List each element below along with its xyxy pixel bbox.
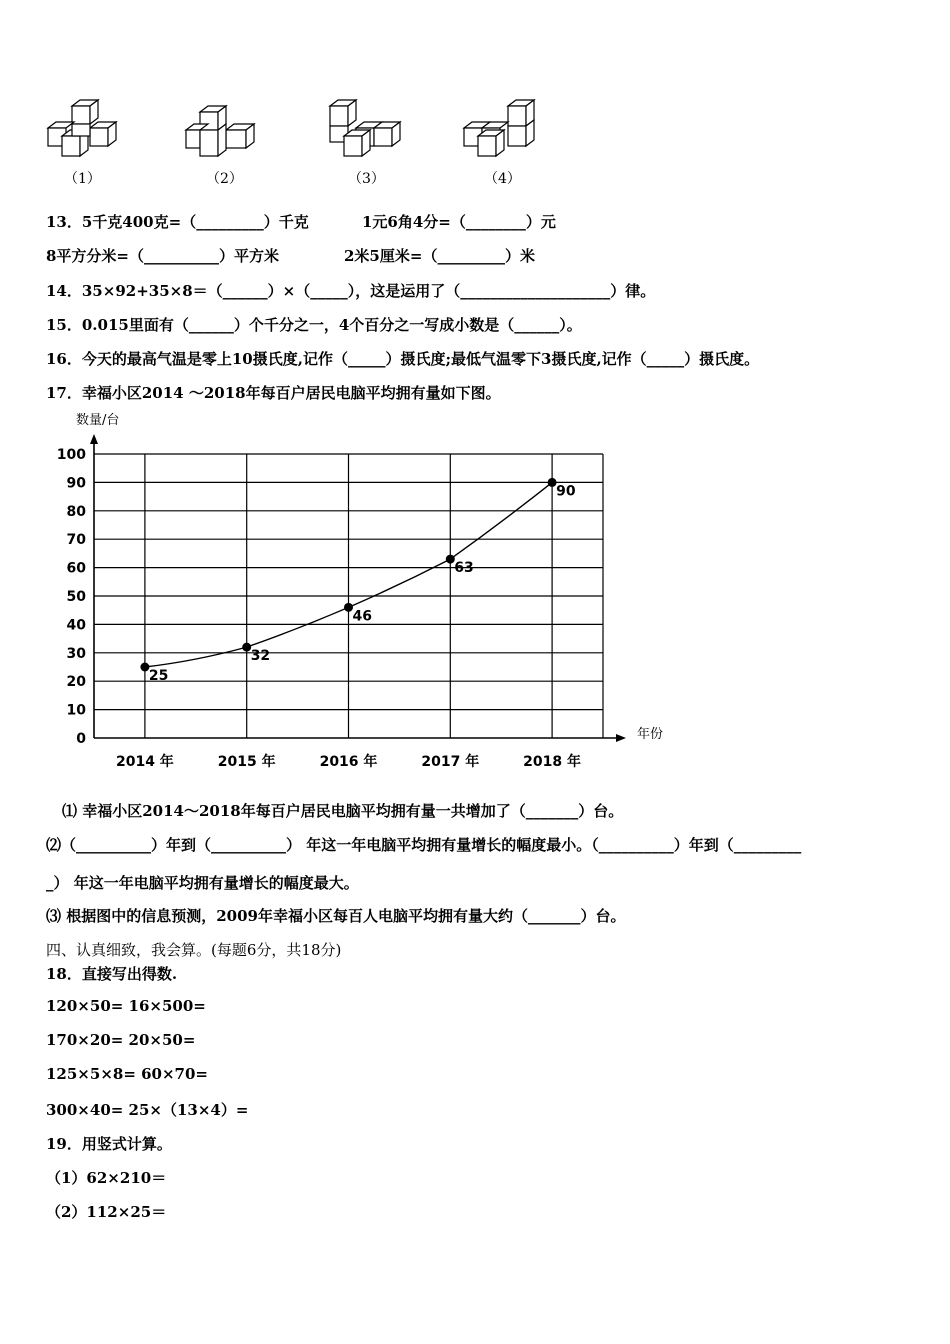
y-tick-label: 100 — [56, 447, 86, 463]
question-18-row-2: 170×20= 20×50= — [46, 1031, 196, 1049]
x-tick-label: 2015 年 — [217, 754, 276, 770]
question-17-1: ⑴ 幸福小区2014～2018年每百户居民电脑平均拥有量一共增加了（_______）台。 — [62, 802, 624, 820]
cube-figure-3 — [326, 96, 408, 166]
y-tick-label: 60 — [66, 560, 86, 577]
question-13-d: 2米5厘米=（_________）米 — [344, 247, 535, 265]
question-18-row-1: 120×50= 16×500= — [46, 997, 206, 1015]
y-tick-label: 30 — [66, 645, 86, 662]
x-tick-label: 2018 年 — [523, 754, 582, 770]
y-tick-label: 40 — [66, 617, 86, 634]
x-axis-arrow — [616, 734, 626, 742]
question-19-1: （1）62×210＝ — [46, 1169, 167, 1187]
x-tick-label: 2017 年 — [421, 754, 480, 770]
question-13-b: 1元6角4分=（________）元 — [362, 213, 556, 231]
figure-caption-1: （1） — [64, 171, 101, 187]
question-19: 19．用竖式计算。 — [46, 1135, 172, 1153]
question-18-row-3: 125×5×8= 60×70= — [46, 1065, 208, 1083]
data-label: 90 — [556, 483, 576, 500]
y-tick-label: 90 — [66, 475, 86, 492]
cube-figure-4 — [460, 96, 542, 166]
data-label: 25 — [148, 668, 169, 684]
x-tick-label: 2014 年 — [115, 754, 174, 770]
x-tick-label: 2016 年 — [319, 754, 378, 770]
question-17-3: ⑶ 根据图中的信息预测，2009年幸福小区每百人电脑平均拥有量大约（_______）台。 — [46, 907, 626, 925]
question-19-2: （2）112×25＝ — [46, 1203, 167, 1221]
figure-caption-3: （3） — [348, 171, 385, 187]
data-label: 63 — [454, 560, 474, 577]
y-tick-label: 80 — [66, 503, 86, 520]
chart-xlabel: 年份 — [637, 727, 664, 742]
y-axis-arrow — [90, 434, 98, 444]
line-chart — [40, 404, 680, 774]
question-17-2-a: ⑵（__________）年到（__________） 年这一年电脑平均拥有量增长的幅度最小。（__________）年到（_________ — [46, 836, 802, 854]
question-17: 17．幸福小区2014 ～2018年每百户居民电脑平均拥有量如下图。 — [46, 384, 501, 402]
y-tick-label: 70 — [66, 532, 86, 549]
y-tick-label: 20 — [66, 674, 86, 691]
y-tick-label: 10 — [66, 702, 86, 719]
question-16: 16．今天的最高气温是零上10摄氏度,记作（_____）摄氏度;最低气温零下3摄氏度,记作（_____）摄氏度。 — [46, 350, 760, 368]
question-14: 14．35×92+35×8＝（______）×（_____），这是运用了（____________________）律。 — [46, 282, 656, 300]
data-label: 32 — [250, 648, 271, 665]
section-4-heading: 四、认真细致，我会算。(每题6分，共18分) — [46, 941, 342, 959]
cube-figure-1 — [42, 96, 124, 166]
y-tick-label: 0 — [76, 731, 86, 747]
chart-ylabel: 数量/台 — [76, 413, 120, 428]
question-15: 15．0.015里面有（______）个千分之一，4个百分之一写成小数是（______）。 — [46, 316, 582, 334]
question-13-c: 8平方分米=（__________）平方米 — [46, 247, 280, 265]
figure-caption-4: （4） — [484, 171, 521, 187]
question-18-row-4: 300×40= 25×（13×4）= — [46, 1101, 249, 1119]
question-17-2-b: _） 年这一年电脑平均拥有量增长的幅度最大。 — [46, 874, 359, 892]
question-13-a: 13．5千克400克=（_________）千克 — [46, 213, 309, 231]
cube-figure-2 — [182, 96, 264, 166]
y-tick-label: 50 — [66, 589, 86, 605]
question-18: 18．直接写出得数. — [46, 965, 178, 983]
data-label: 46 — [352, 608, 372, 625]
figure-caption-2: （2） — [206, 171, 243, 187]
